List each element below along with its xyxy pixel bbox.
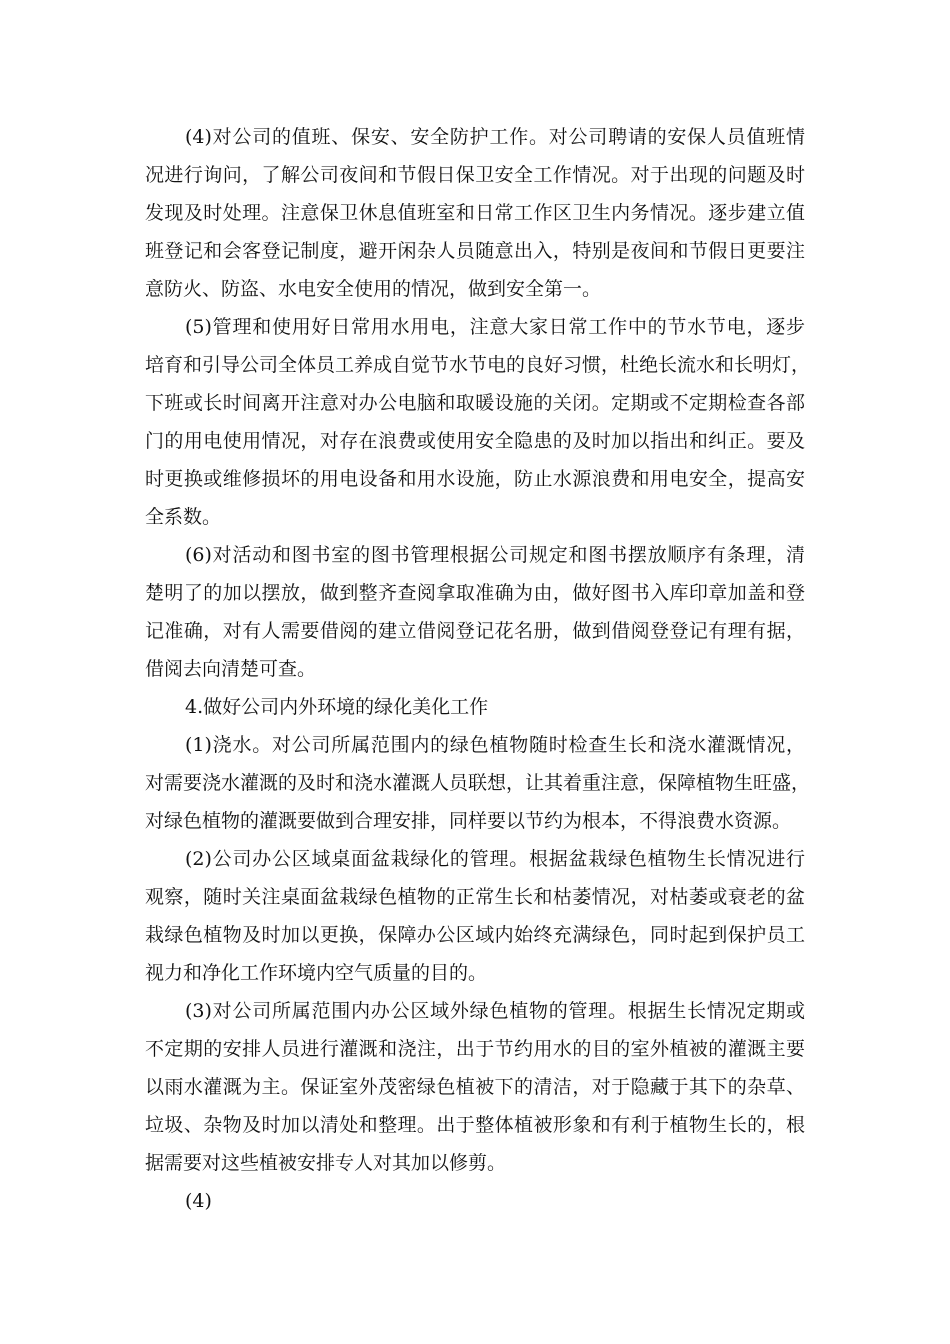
text-line: 门的用电使用情况，对存在浪费或使用安全隐患的及时加以指出和纠正。要及 — [145, 430, 805, 452]
section-heading: 4.做好公司内外环境的绿化美化工作 — [185, 696, 489, 718]
text-line: (6)对活动和图书室的图书管理根据公司规定和图书摆放顺序有条理，清 — [185, 544, 805, 566]
text-line: 意防火、防盗、水电安全使用的情况，做到安全第一。 — [145, 278, 602, 300]
text-line: (4) — [185, 1190, 212, 1212]
text-line: 下班或长时间离开注意对办公电脑和取暖设施的关闭。定期或不定期检查各部 — [145, 392, 805, 414]
text-line: 班登记和会客登记制度，避开闲杂人员随意出入，特别是夜间和节假日更要注 — [145, 240, 805, 262]
text-line: 视力和净化工作环境内空气质量的目的。 — [145, 962, 488, 984]
text-line: 记准确，对有人需要借阅的建立借阅登记花名册，做到借阅登登记有理有据， — [145, 620, 805, 642]
text-line: 据需要对这些植被安排专人对其加以修剪。 — [145, 1152, 507, 1174]
paragraph-p4-security — [145, 118, 805, 308]
text-line: 借阅去向清楚可查。 — [145, 658, 317, 680]
paragraph-section-4-heading — [145, 688, 805, 726]
text-line: 不定期的安排人员进行灌溉和浇注，出于节约用水的目的室外植被的灌溉主要 — [145, 1038, 805, 1060]
text-line: 以雨水灌溉为主。保证室外茂密绿色植被下的清洁，对于隐藏于其下的杂草、 — [145, 1076, 805, 1098]
paragraph-p5-water-electricity — [145, 308, 811, 536]
text-line: 垃圾、杂物及时加以清处和整理。出于整体植被形象和有利于植物生长的，根 — [145, 1114, 805, 1136]
text-line: 楚明了的加以摆放，做到整齐查阅拿取准确为由，做好图书入库印章加盖和登 — [145, 582, 805, 604]
document-body — [145, 118, 811, 1220]
paragraph-s4-p3-outdoor — [145, 992, 805, 1182]
text-line: 发现及时处理。注意保卫休息值班室和日常工作区卫生内务情况。逐步建立值 — [145, 202, 805, 224]
text-line: (4)对公司的值班、保安、安全防护工作。对公司聘请的安保人员值班情 — [185, 126, 805, 148]
text-line: (5)管理和使用好日常用水用电，注意大家日常工作中的节水节电，逐步 — [185, 316, 805, 338]
text-line: 培育和引导公司全体员工养成自觉节水节电的良好习惯，杜绝长流水和长明灯， — [145, 354, 811, 376]
text-line: 对绿色植物的灌溉要做到合理安排，同样要以节约为根本，不得浪费水资源。 — [145, 810, 792, 832]
text-line: (2)公司办公区域桌面盆栽绿化的管理。根据盆栽绿色植物生长情况进行 — [185, 848, 805, 870]
paragraph-s4-p4-stub — [145, 1182, 805, 1220]
paragraph-s4-p2-potted — [145, 840, 805, 992]
text-line: 况进行询问，了解公司夜间和节假日保卫安全工作情况。对于出现的问题及时 — [145, 164, 805, 186]
text-line: 栽绿色植物及时加以更换，保障办公区域内始终充满绿色，同时起到保护员工 — [145, 924, 805, 946]
paragraph-p6-library — [145, 536, 805, 688]
paragraph-s4-p1-watering — [145, 726, 811, 840]
text-line: 时更换或维修损坏的用电设备和用水设施，防止水源浪费和用电安全，提高安 — [145, 468, 805, 490]
text-line: 观察，随时关注桌面盆栽绿色植物的正常生长和枯萎情况，对枯萎或衰老的盆 — [145, 886, 805, 908]
text-line: (1)浇水。对公司所属范围内的绿色植物随时检查生长和浇水灌溉情况， — [185, 734, 805, 756]
text-line: 对需要浇水灌溉的及时和浇水灌溉人员联想，让其着重注意，保障植物生旺盛， — [145, 772, 811, 794]
text-line: 全系数。 — [145, 506, 222, 528]
text-line: (3)对公司所属范围内办公区域外绿色植物的管理。根据生长情况定期或 — [185, 1000, 805, 1022]
